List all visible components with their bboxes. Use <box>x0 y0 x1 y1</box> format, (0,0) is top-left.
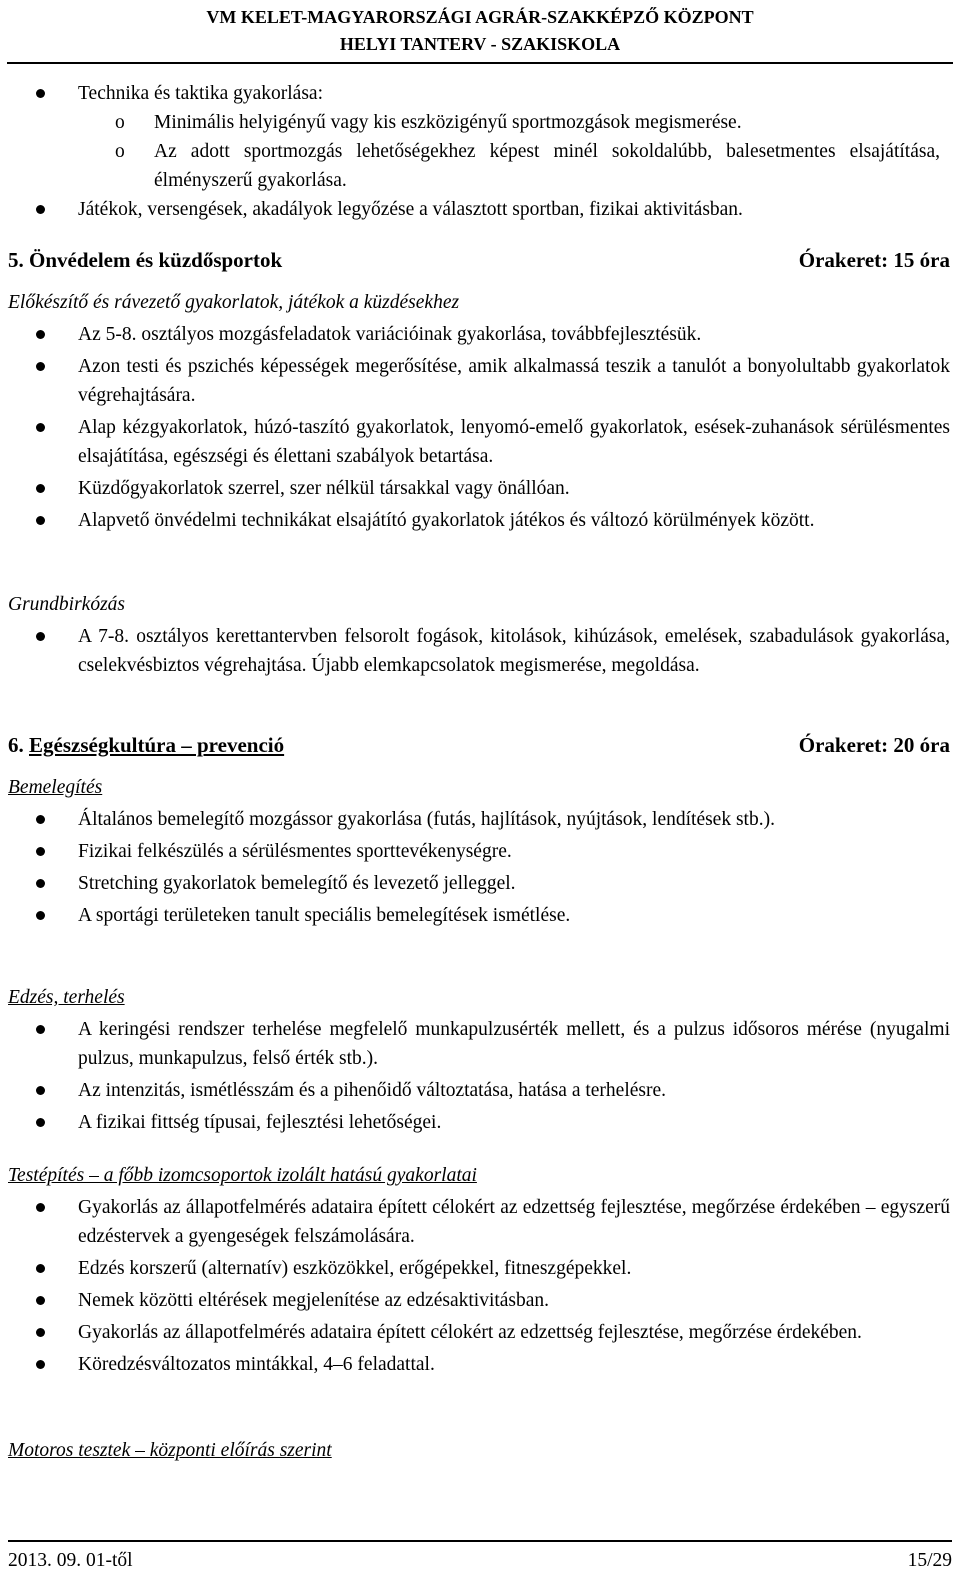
header-institution: VM KELET-MAGYARORSZÁGI AGRÁR-SZAKKÉPZŐ KÖZPONT <box>206 7 754 27</box>
list-item: Fizikai felkészülés a sérülésmentes sporttevékenységre. <box>0 837 960 866</box>
list-item: Gyakorlás az állapotfelmérés adataira épített célokért az edzettség fejlesztése, megőrzése érdekében – egyszerű edzéstervek a gyengeségek felszámolására. <box>0 1193 960 1251</box>
list-item: Edzés korszerű (alternatív) eszközökkel, erőgépekkel, fitneszgépekkel. <box>0 1254 960 1283</box>
sub-list-item: o Az adott sportmozgás lehetőségekhez képest minél sokoldalúbb, balesetmentes elsajátítása, élményszerű gyakorlása. <box>0 137 950 195</box>
subsection-title: Előkészítő és rávezető gyakorlatok, játékok a küzdésekhez <box>8 292 460 313</box>
header-curriculum: HELYI TANTERV - SZAKISKOLA <box>339 34 621 54</box>
section-heading <box>0 731 960 760</box>
list-item: A sportági területeken tanult speciális bemelegítések ismétlése. <box>0 901 960 930</box>
section-6-sub2 <box>0 983 960 1137</box>
list-item: A 7-8. osztályos kerettantervben felsorolt fogások, kitolások, kihúzások, emelések, szabadulások gyakorlása, cselekvésbiztos végrehajtása. Újabb elemkapcsolatok megismerése, megoldása. <box>0 622 960 680</box>
list-item: Nemek közötti eltérések megjelenítése az edzésaktivitásban. <box>0 1286 960 1315</box>
section-6 <box>0 731 960 760</box>
section-number: 6. <box>8 733 24 757</box>
section-5 <box>0 246 960 275</box>
subsection-title: Motoros tesztek – központi előírás szerint <box>8 1440 332 1461</box>
list-item: Azon testi és pszichés képességek megerősítése, amik alkalmassá teszik a tanulót a bonyolultabb gyakorlatok végrehajtására. <box>0 352 960 410</box>
section-6-sub3 <box>0 1161 960 1379</box>
intro-block <box>0 79 960 224</box>
section-title: Egészségkultúra – prevenció <box>29 733 285 757</box>
sub-list-item: o Minimális helyigényű vagy kis eszközigényű sportmozgások megismerése. <box>0 108 950 137</box>
header-divider <box>7 62 953 64</box>
page-number: 15/29 <box>907 1550 952 1571</box>
list-item: Az intenzitás, ismétlésszám és a pihenőidő változtatása, hatása a terhelésre. <box>0 1076 960 1105</box>
list-item: Küzdőgyakorlatok szerrel, szer nélkül társakkal vagy önállóan. <box>0 474 960 503</box>
list-item: Az 5-8. osztályos mozgásfeladatok variációinak gyakorlása, továbbfejlesztésük. <box>0 320 960 349</box>
subsection-title: Bemelegítés <box>8 777 103 798</box>
section-heading <box>0 246 960 275</box>
section-5-sub1 <box>0 288 960 535</box>
list-item: Alapvető önvédelmi technikákat elsajátító gyakorlatok játékos és változó körülmények között. <box>0 506 960 535</box>
page-header <box>0 4 960 58</box>
subsection-title: Grundbirkózás <box>8 594 126 615</box>
list-item: Általános bemelegítő mozgássor gyakorlása (futás, hajlítások, nyújtások, lendítések stb.). <box>0 805 960 834</box>
page-footer <box>8 1540 952 1578</box>
list-item: A keringési rendszer terhelése megfelelő munkapulzusérték mellett, és a pulzus idősoros mérése (nyugalmi pulzus, munkapulzus, felső érték stb.). <box>0 1015 960 1073</box>
list-item: Köredzésváltozatos mintákkal, 4–6 feladattal. <box>0 1350 960 1379</box>
section-6-sub4 <box>0 1436 960 1465</box>
section-hours: Órakeret: 15 óra <box>798 248 950 272</box>
list-item: Játékok, versengések, akadályok legyőzése a választott sportban, fizikai aktivitásban. <box>0 195 960 224</box>
section-6-sub1 <box>0 773 960 930</box>
list-item: A fizikai fittség típusai, fejlesztési lehetőségei. <box>0 1108 960 1137</box>
section-hours: Órakeret: 20 óra <box>798 733 950 757</box>
subsection-title: Edzés, terhelés <box>8 987 125 1008</box>
section-5-sub2 <box>0 590 960 680</box>
footer-date: 2013. 09. 01-től <box>8 1550 133 1571</box>
list-item: Gyakorlás az állapotfelmérés adataira épített célokért az edzettség fejlesztése, megőrzése érdekében. <box>0 1318 960 1347</box>
subsection-title: Testépítés – a főbb izomcsoportok izolált hatású gyakorlatai <box>8 1165 477 1186</box>
list-item: Alap kézgyakorlatok, húzó-taszító gyakorlatok, lenyomó-emelő gyakorlatok, esések-zuhanások sérülésmentes elsajátítása, egészségi és élettani szabályok betartása. <box>0 413 960 471</box>
list-item: Technika és taktika gyakorlása: o Minimális helyigényű vagy kis eszközigényű sportmozgások megismerése. o Az adott sportmozgás lehetőségekhez képest minél sokoldalúbb, balesetmentes elsajátítása, élményszerű gyakorlása. <box>0 79 960 195</box>
list-item: Stretching gyakorlatok bemelegítő és levezető jelleggel. <box>0 869 960 898</box>
section-title: 5. Önvédelem és küzdősportok <box>8 248 283 272</box>
